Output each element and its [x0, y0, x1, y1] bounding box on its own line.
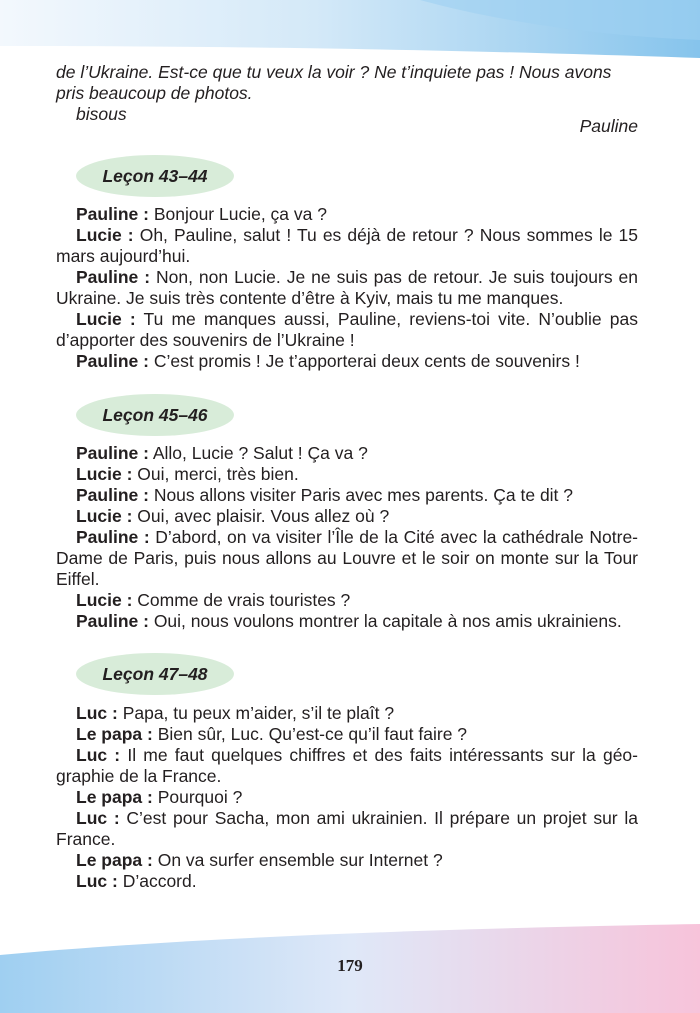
utterance: Il me faut quelques chiffres et des faits intéressants sur la géographie de la France.: [56, 745, 638, 786]
letter-line: de l’Ukraine. Est-ce que tu veux la voir ? Ne t’inquiete pas ! Nous avons: [56, 62, 612, 82]
dialog-line: [56, 787, 638, 808]
page-content: [56, 62, 639, 891]
letter-signature: Pauline: [579, 116, 638, 136]
utterance: Oh, Pauline, salut ! Tu es déjà de retour ? Nous sommes le 15 mars aujourd’hui.: [56, 225, 638, 266]
top-decorative-band: [0, 0, 700, 70]
speaker: Le papa :: [76, 850, 153, 870]
speaker: Pauline :: [76, 443, 149, 463]
speaker: Lucie :: [76, 506, 133, 526]
speaker: Pauline :: [76, 485, 149, 505]
lesson-badge: Leçon 43–44: [76, 155, 234, 197]
speaker: Luc :: [76, 808, 120, 828]
speaker: Lucie :: [76, 590, 133, 610]
speaker: Pauline :: [76, 204, 149, 224]
speaker: Pauline :: [76, 267, 151, 287]
dialog-lesson-43-44: [56, 204, 638, 372]
utterance: Non, non Lucie. Je ne suis pas de retour. Je suis toujours en Ukraine. Je suis très contente d’être à Kyiv, mais tu me manques.: [56, 267, 638, 308]
dialog-lesson-47-48: [56, 703, 638, 892]
dialog-line: [56, 590, 638, 611]
dialog-line: [56, 204, 638, 225]
utterance: Oui, nous voulons montrer la capitale à nos amis ukrainiens.: [153, 611, 622, 631]
page-number: 179: [337, 956, 363, 975]
utterance: C’est pour Sacha, mon ami ukrainien. Il prépare un projet sur la France.: [56, 808, 638, 849]
speaker: Lucie :: [76, 464, 133, 484]
dialog-line: [56, 485, 638, 506]
utterance: Tu me manques aussi, Pauline, reviens-toi vite. N’oublie pas d’apporter des souvenirs de l’Ukraine !: [56, 309, 638, 350]
dialog-line: [56, 745, 638, 787]
speaker: Le papa :: [76, 724, 153, 744]
dialog-line: [56, 724, 638, 745]
speaker: Luc :: [76, 871, 118, 891]
utterance: Papa, tu peux m’aider, s’il te plaît ?: [122, 703, 395, 723]
dialog-line: [56, 443, 638, 464]
utterance: D’accord.: [122, 871, 197, 891]
utterance: C’est promis ! Je t’apporterai deux cents de souvenirs !: [153, 351, 580, 371]
utterance: On va surfer ensemble sur Internet ?: [157, 850, 443, 870]
utterance: D’abord, on va visiter l’Île de la Cité avec la cathédrale Notre-Dame de Paris, puis nous allons au Louvre et le soir on monte sur la Tour Eiffel.: [56, 527, 639, 589]
utterance: Bien sûr, Luc. Qu’est-ce qu’il faut faire ?: [157, 724, 468, 744]
dialog-line: [56, 703, 638, 724]
speaker: Luc :: [76, 703, 118, 723]
utterance: Bonjour Lucie, ça va ?: [153, 204, 327, 224]
utterance: Allo, Lucie ? Salut ! Ça va ?: [152, 443, 368, 463]
dialog-line: [56, 506, 638, 527]
dialog-line: [56, 351, 638, 372]
lesson-badge: Leçon 47–48: [76, 653, 234, 695]
utterance: Oui, avec plaisir. Vous allez où ?: [137, 506, 390, 526]
speaker: Pauline :: [76, 527, 150, 547]
utterance: Nous allons visiter Paris avec mes parents. Ça te dit ?: [153, 485, 574, 505]
dialog-lesson-45-46: [56, 443, 638, 632]
speaker: Pauline :: [76, 351, 149, 371]
dialog-line: [56, 850, 638, 871]
dialog-line: [56, 309, 638, 351]
dialog-line: [56, 527, 638, 590]
speaker: Lucie :: [76, 309, 136, 329]
dialog-line: [56, 611, 638, 632]
utterance: Pourquoi ?: [157, 787, 243, 807]
speaker: Le papa :: [76, 787, 153, 807]
dialog-line: [56, 464, 638, 485]
speaker: Luc :: [76, 745, 121, 765]
utterance: Oui, merci, très bien.: [137, 464, 299, 484]
dialog-line: [56, 871, 638, 892]
letter-closing: bisous: [76, 104, 127, 124]
speaker: Pauline :: [76, 611, 149, 631]
dialog-line: [56, 267, 638, 309]
letter-line: pris beaucoup de photos.: [56, 83, 253, 103]
speaker: Lucie :: [76, 225, 134, 245]
lesson-badge: Leçon 45–46: [76, 394, 234, 436]
dialog-line: [56, 225, 638, 267]
utterance: Comme de vrais touristes ?: [137, 590, 351, 610]
letter-ending: [56, 62, 638, 125]
dialog-line: [56, 808, 638, 850]
